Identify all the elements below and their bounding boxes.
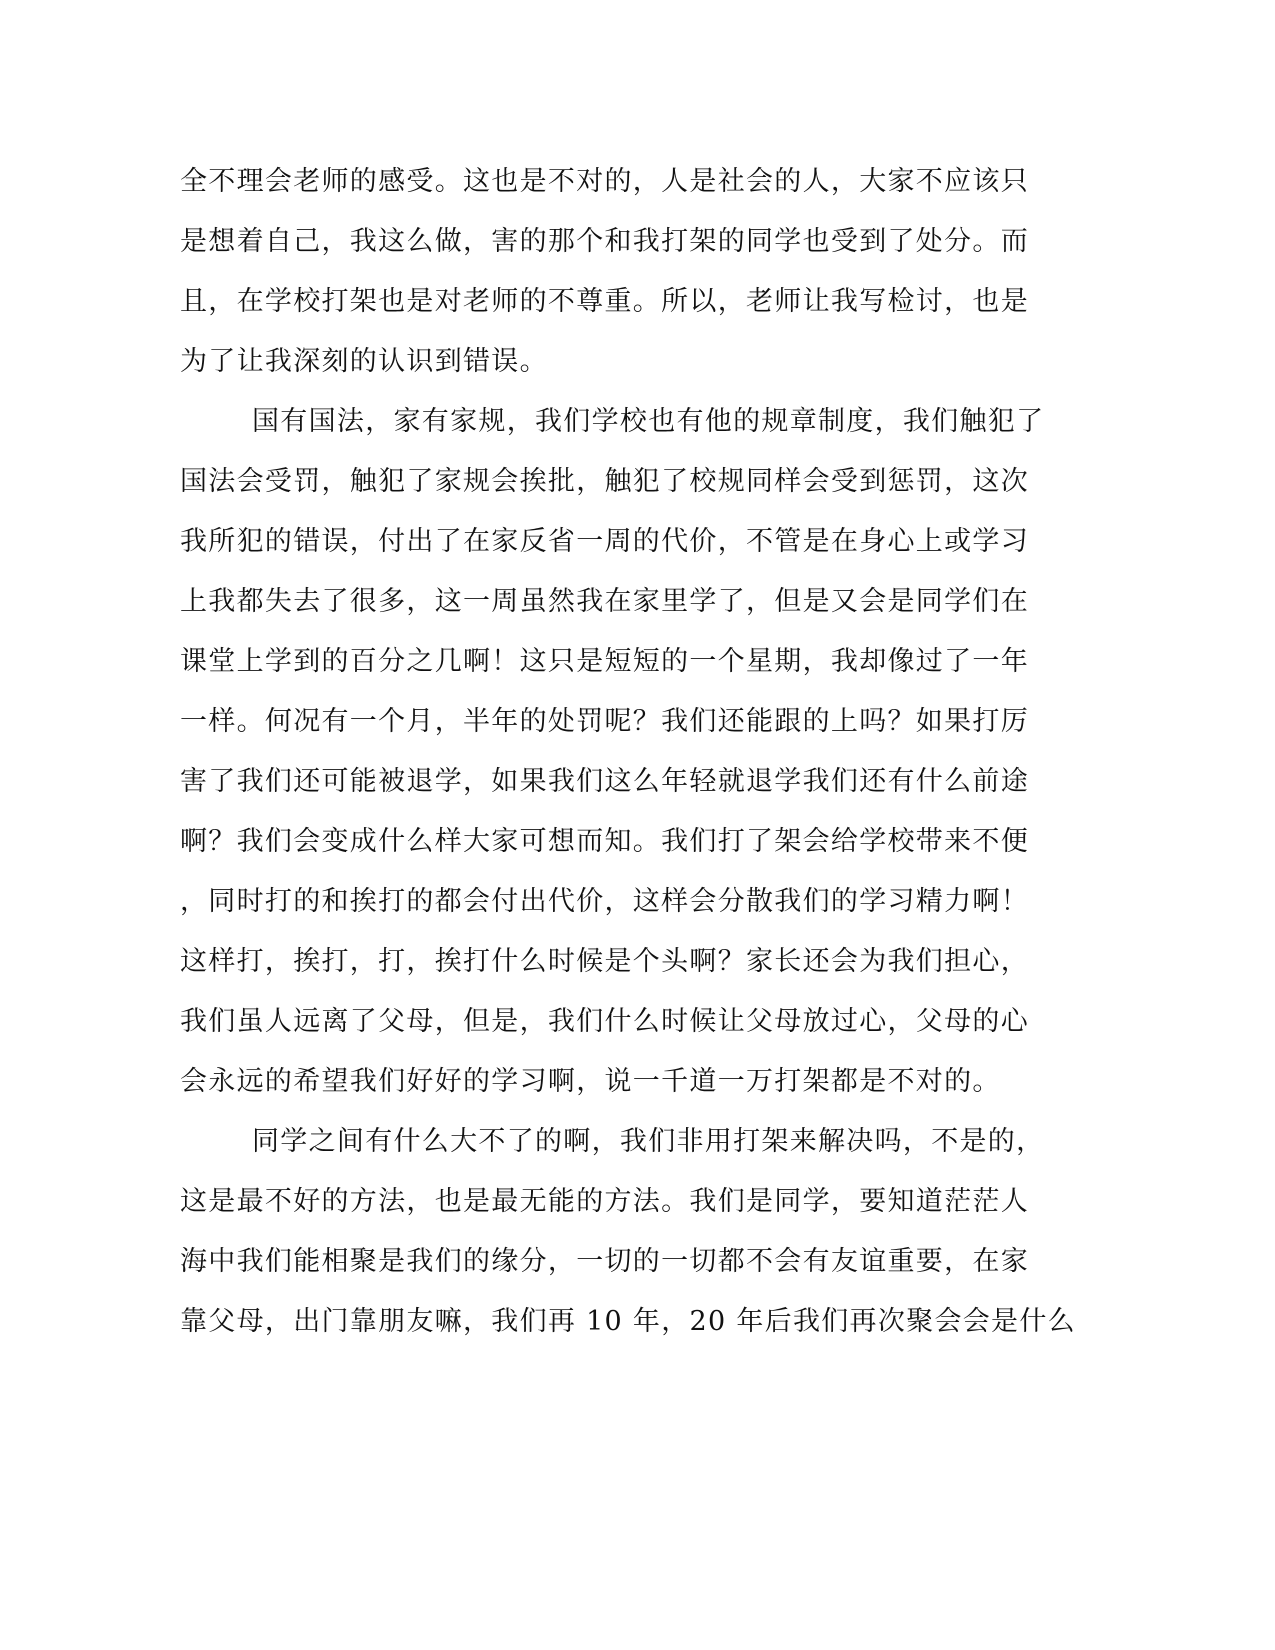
text-line: 海中我们能相聚是我们的缘分，一切的一切都不会有友谊重要，在家 xyxy=(180,1246,1029,1277)
text-line: 课堂上学到的百分之几啊！这只是短短的一个星期，我却像过了一年 xyxy=(180,646,1029,677)
text-line: 这样打，挨打，打，挨打什么时候是个头啊？家长还会为我们担心， xyxy=(180,946,1029,977)
text-line: 是想着自己，我这么做，害的那个和我打架的同学也受到了处分。而 xyxy=(180,226,1029,257)
text-line: 国法会受罚，触犯了家规会挨批，触犯了校规同样会受到惩罚，这次 xyxy=(180,466,1029,497)
text-line: 啊？我们会变成什么样大家可想而知。我们打了架会给学校带来不便 xyxy=(180,826,1029,857)
text-line: 一样。何况有一个月，半年的处罚呢？我们还能跟的上吗？如果打厉 xyxy=(180,706,1029,737)
body-text xyxy=(180,152,1076,1352)
text-line: 我们虽人远离了父母，但是，我们什么时候让父母放过心，父母的心 xyxy=(180,1006,1029,1037)
text-line: 靠父母，出门靠朋友嘛，我们再 10 年，20 年后我们再次聚会会是什么 xyxy=(180,1306,1076,1337)
text-line: 为了让我深刻的认识到错误。 xyxy=(180,346,548,377)
text-line: 会永远的希望我们好好的学习啊，说一千道一万打架都是不对的。 xyxy=(180,1066,1001,1097)
text-line: 这是最不好的方法，也是最无能的方法。我们是同学，要知道茫茫人 xyxy=(180,1186,1029,1217)
text-line: 全不理会老师的感受。这也是不对的，人是社会的人，大家不应该只 xyxy=(180,166,1029,197)
text-line: 我所犯的错误，付出了在家反省一周的代价，不管是在身心上或学习 xyxy=(180,526,1029,557)
text-line: 国有国法，家有家规，我们学校也有他的规章制度，我们触犯了 xyxy=(252,406,1045,437)
text-line: ，同时打的和挨打的都会付出代价，这样会分散我们的学习精力啊！ xyxy=(180,886,1029,917)
paragraph-1 xyxy=(180,152,1060,392)
text-line: 且，在学校打架也是对老师的不尊重。所以，老师让我写检讨，也是 xyxy=(180,286,1029,317)
paragraph-2 xyxy=(180,392,1060,1112)
text-line: 同学之间有什么大不了的啊，我们非用打架来解决吗，不是的， xyxy=(252,1126,1045,1157)
paragraph-3 xyxy=(180,1112,1076,1352)
text-line: 害了我们还可能被退学，如果我们这么年轻就退学我们还有什么前途 xyxy=(180,766,1029,797)
text-line: 上我都失去了很多，这一周虽然我在家里学了，但是又会是同学们在 xyxy=(180,586,1029,617)
